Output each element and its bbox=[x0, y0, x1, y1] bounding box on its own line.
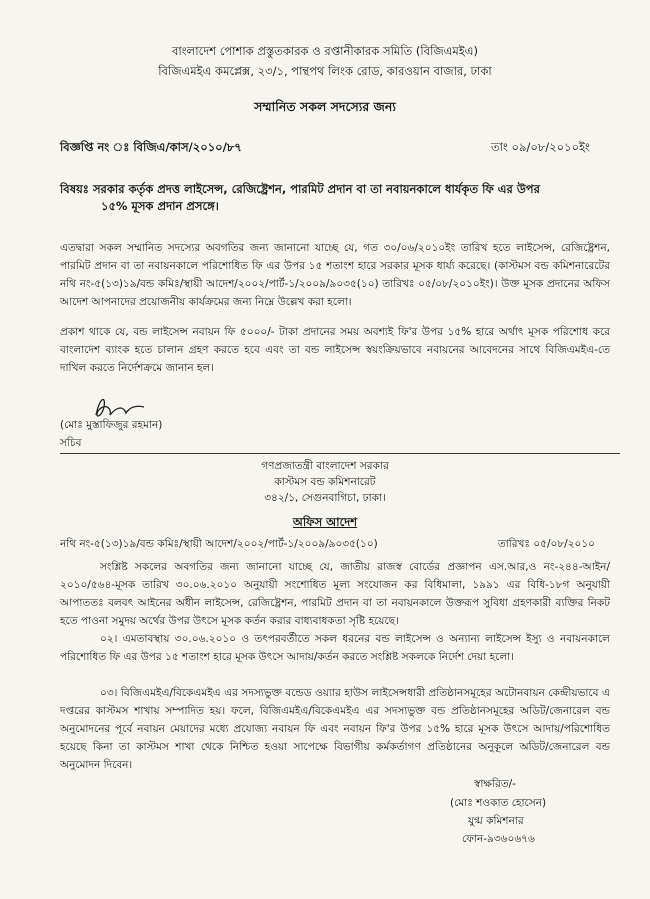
order-paragraph-1: সংশ্লিষ্ট সকলের অবগতির জন্য জানানো যাচ্ছে যে, জাতীয় রাজস্ব বোর্ডের প্রজ্ঞাপন এস.আর,ও নং-২৪৪-আইন/২০১০/৫৬৪-মূসক তারিখ ৩০.০৬.২০১০ অনুযায়ী সংশোধিত মূল্য সংযোজন কর বিধিমালা, ১৯৯১ এর বিধি-১৮গ অনুযায়ী আপাততঃ বলবৎ আইনের অধীন লাইসেন্স, রেজিষ্ট্রেশন, পারমিট প্রদান বা তা নবায়নকালে উক্তরূপ সুবিধা গ্রহণকারী ব্যক্তির নিকট হতে পাওনা সমুদয় অর্থের উপর উৎসে মূসক কর্তন করার বাধ্যবাধকতা সৃষ্টি হয়েছে। bbox=[60, 561, 610, 627]
notice-signer-title: সচিব bbox=[60, 437, 82, 449]
govt-line-1: গণপ্রজাতন্ত্রী বাংলাদেশ সরকার bbox=[261, 460, 389, 472]
notice-ref-no: বিজ্ঞপ্তি নং ঃ বিজিএ/কাস/২০১০/৮৭ bbox=[60, 140, 242, 154]
order-sig-line-3: যুগ্ম কমিশনার bbox=[468, 815, 524, 827]
subject-line-1: বিষয়ঃ সরকার কর্তৃক প্রদত্ত লাইসেন্স, রেজিষ্ট্রেশন, পারমিট প্রদান বা তা নবায়নকালে ধার্যকৃত ফি এর উপর bbox=[60, 182, 540, 196]
order-paragraph-3 bbox=[60, 684, 610, 774]
notice-signer-name: (মোঃ মুস্তাফিজুর রহমান) bbox=[60, 419, 163, 431]
subject-line-2: ১৫% মূসক প্রদান প্রসঙ্গে। bbox=[101, 199, 219, 213]
order-sig-line-1: স্বাক্ষরিত/- bbox=[474, 778, 516, 790]
govt-line-2: কাস্টমস বন্ড কমিশনারেট bbox=[274, 476, 376, 488]
notice-paragraph-2: প্রকাশ থাকে যে, বন্ড লাইসেন্স নবায়ন ফি ৫০০০/- টাকা প্রদানের সময় অবশ্যই ফি'র উপর ১৫% হারে অর্থাৎ মূসক পরিশোধ করে বাংলাদেশ ব্যাংক হতে চালান গ্রহণ করতে হবে এবং তা বন্ড লাইসেন্স স্বয়ংক্রিয়ভাবে নবায়নের আবেদনের সাথে বিজিএমইএ-তে দাখিল করতে নির্দেশক্রমে জানান হল। bbox=[60, 326, 610, 374]
order-sig-line-2: (মোঃ শওকাত হোসেন) bbox=[450, 797, 547, 809]
notice-paragraph-1: এতদ্বারা সকল সম্মানিত সদস্যের অবগতির জন্য জানানো যাচ্ছে যে, গত ৩০/০৬/২০১০ইং তারিখ হতে লাইসেন্স, রেজিষ্ট্রেশন, পারমিট প্রদান বা তা নবায়নকালে পরিশোধিত ফি এর উপর ১৫ শতাংশ হারে সরকার মূসক ধার্য্য করেছে। (কাস্টমস বন্ড কমিশনারেটের নথি নং-৫(১৩)১৯/বন্ড কমিঃ/স্থায়ী আদেশ/২০০২/পার্ট-১/২০০৯/৯০৩৫(১০) তারিখঃ ০৫/০৮/২০১০ইং)। উক্ত মূসক প্রদানের অফিস আদেশ আপনাদের প্রয়োজনীয় কার্যক্রমের জন্য নিম্নে উল্লেখ করা হলো। bbox=[60, 242, 610, 308]
order-paragraph-3-number: ০৩। bbox=[100, 687, 118, 699]
section-divider bbox=[60, 453, 620, 454]
org-name: বাংলাদেশ পোশাক প্রস্তুতকারক ও রপ্তানীকারক সমিতি (বিজিএমইএ) bbox=[172, 44, 478, 58]
org-address: বিজিএমইএ কমপ্লেক্স, ২৩/১, পান্থপথ লিংক রোড, কারওয়ান বাজার, ঢাকা bbox=[158, 64, 492, 78]
order-paragraph-2-text: এমতাবস্থায় ৩০.০৬.২০১০ ও তৎপরবর্তীতে সকল ধরনের বন্ড লাইসেন্স ও অন্যান্য লাইসেন্স ইস্যু ও নবায়নকালে পরিশোধিত ফি এর উপর ১৫ শতাংশ হারে মূসক উৎসে আদায়/কর্তন করতে সংশ্লিষ্ট সকলকে নির্দেশ দেয়া হলো। bbox=[60, 633, 610, 663]
order-date: তারিখঃ ০৫/০৮/২০১০ bbox=[497, 538, 595, 550]
govt-line-3: ৩৪২/১, সেগুনবাগিচা, ঢাকা। bbox=[264, 492, 386, 504]
notice-title: সম্মানিত সকল সদস্যের জন্য bbox=[254, 99, 396, 114]
order-title: অফিস আদেশ bbox=[292, 515, 358, 529]
order-paragraph-3-text: বিজিএমইএ/বিকেএমইএ এর সদস্যভুক্ত বন্ডেড ওয়্যার হাউস লাইসেন্সধারী প্রতিষ্ঠানসমূহের অটোনবায়ন কেন্দ্রীয়ভাবে এ দপ্তরের কাস্টমস শাখায় সম্পাদিত হয়। ফলে, বিজিএমইএ/বিকেএমইএ এর সদস্যভুক্ত বন্ড প্রতিষ্ঠানসমূহের অডিট/জেনারেল বন্ড অনুমোদনের পূর্বে নবায়ন মেয়াদের মধ্যে প্রযোজ্য নবায়ন ফি এবং নবায়ন ফি'র উপর ১৫% হারে মূসক উৎসে আদায়/পরিশোধিত হয়েছে কিনা তা কাস্টমস শাখা থেকে নিশ্চিত হওয়া সাপেক্ষে বিভাগীয় কর্মকর্তাগণ প্রতিষ্ঠানের অনুকূলে অডিট/জেনারেল বন্ড অনুমোদন দিবেন। bbox=[60, 687, 610, 771]
order-sig-line-4: ফোন-৯৩৬০৬৭৬ bbox=[462, 833, 535, 845]
notice-date: তাং ০৯/০৮/২০১০ইং bbox=[490, 140, 590, 154]
notice-subject bbox=[60, 181, 620, 215]
order-file-no: নথি নং-৫(১৩)১৯/বন্ড কমিঃ/স্থায়ী আদেশ/২০০২/পার্ট-১/২০০৯/৯০৩৫(১০) bbox=[60, 538, 378, 550]
order-paragraph-2-number: ০২। bbox=[100, 633, 118, 645]
order-paragraph-2 bbox=[60, 630, 610, 666]
